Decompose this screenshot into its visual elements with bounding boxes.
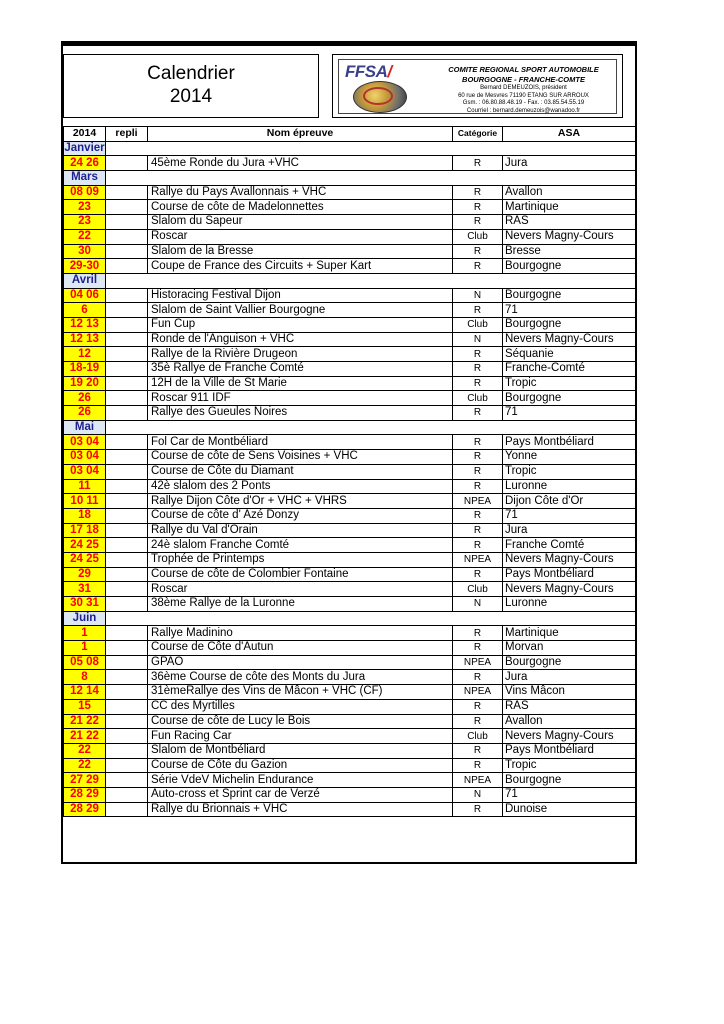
event-repli	[106, 450, 148, 465]
month-row-fill	[106, 273, 636, 288]
event-name: Course de côte d' Azé Donzy	[148, 508, 453, 523]
event-asa: Bourgogne	[503, 317, 636, 332]
event-name: 24è slalom Franche Comté	[148, 538, 453, 553]
org-email: Courriel : bernard.demeuzois@wanadoo.fr	[466, 107, 581, 114]
event-name: Coupe de France des Circuits + Super Kart	[148, 259, 453, 274]
event-row	[64, 200, 636, 215]
event-name: Rallye du Brionnais + VHC	[148, 802, 453, 817]
event-name: Ronde de l'Anguison + VHC	[148, 332, 453, 347]
event-repli	[106, 464, 148, 479]
event-asa: Martinique	[503, 626, 636, 641]
event-repli	[106, 758, 148, 773]
event-name: Rallye de la Rivière Drugeon	[148, 347, 453, 362]
event-row	[64, 288, 636, 303]
event-asa: Luronne	[503, 479, 636, 494]
event-date: 03 04	[64, 435, 106, 450]
event-category: R	[453, 464, 503, 479]
event-name: 36ème Course de côte des Monts du Jura	[148, 670, 453, 685]
event-row	[64, 787, 636, 802]
event-name: 31èmeRallye des Vins de Mâcon + VHC (CF)	[148, 685, 453, 700]
event-row	[64, 773, 636, 788]
event-row	[64, 685, 636, 700]
event-repli	[106, 479, 148, 494]
col-header-year: 2014	[64, 127, 106, 142]
event-date: 08 09	[64, 185, 106, 200]
event-repli	[106, 523, 148, 538]
event-category: R	[453, 714, 503, 729]
event-repli	[106, 229, 148, 244]
event-row	[64, 729, 636, 744]
event-row	[64, 758, 636, 773]
event-name: 38ème Rallye de la Luronne	[148, 597, 453, 612]
event-date: 31	[64, 582, 106, 597]
event-category: R	[453, 758, 503, 773]
event-name: Trophée de Printemps	[148, 552, 453, 567]
event-name: Rallye des Gueules Noires	[148, 406, 453, 421]
event-row	[64, 347, 636, 362]
event-category: N	[453, 332, 503, 347]
event-name: Fol Car de Montbéliard	[148, 435, 453, 450]
event-asa: 71	[503, 303, 636, 318]
month-row-fill	[106, 420, 636, 435]
organisation-info	[431, 65, 616, 115]
event-asa: Nevers Magny-Cours	[503, 552, 636, 567]
event-asa: Séquanie	[503, 347, 636, 362]
event-asa: Jura	[503, 523, 636, 538]
event-name: Fun Cup	[148, 317, 453, 332]
event-category: NPEA	[453, 552, 503, 567]
event-repli	[106, 552, 148, 567]
event-row	[64, 391, 636, 406]
event-category: R	[453, 435, 503, 450]
event-row	[64, 582, 636, 597]
event-row	[64, 450, 636, 465]
event-category: Club	[453, 391, 503, 406]
event-repli	[106, 641, 148, 656]
month-row	[64, 171, 636, 186]
event-category: R	[453, 641, 503, 656]
event-asa: Nevers Magny-Cours	[503, 229, 636, 244]
event-date: 30 31	[64, 597, 106, 612]
event-name: Course de côte de Madelonnettes	[148, 200, 453, 215]
event-row	[64, 538, 636, 553]
event-date: 17 18	[64, 523, 106, 538]
month-row	[64, 611, 636, 626]
event-repli	[106, 773, 148, 788]
event-row	[64, 494, 636, 509]
event-category: R	[453, 303, 503, 318]
month-row-fill	[106, 141, 636, 156]
event-date: 19 20	[64, 376, 106, 391]
month-row-fill	[106, 171, 636, 186]
event-date: 27 29	[64, 773, 106, 788]
event-date: 11	[64, 479, 106, 494]
event-asa: Bourgogne	[503, 773, 636, 788]
event-repli	[106, 670, 148, 685]
event-category: R	[453, 567, 503, 582]
event-row	[64, 229, 636, 244]
event-category: NPEA	[453, 685, 503, 700]
event-category: R	[453, 699, 503, 714]
event-category: R	[453, 523, 503, 538]
event-category: R	[453, 244, 503, 259]
event-repli	[106, 714, 148, 729]
event-date: 05 08	[64, 655, 106, 670]
event-date: 6	[64, 303, 106, 318]
event-category: R	[453, 670, 503, 685]
event-name: Roscar 911 IDF	[148, 391, 453, 406]
event-name: 42è slalom des 2 Ponts	[148, 479, 453, 494]
event-repli	[106, 244, 148, 259]
ffsa-logo-slash: /	[387, 62, 392, 81]
event-asa: Dunoise	[503, 802, 636, 817]
event-date: 04 06	[64, 288, 106, 303]
event-date: 23	[64, 200, 106, 215]
event-repli	[106, 391, 148, 406]
event-date: 21 22	[64, 729, 106, 744]
event-row	[64, 376, 636, 391]
title-box	[63, 54, 319, 118]
col-header-name: Nom épreuve	[148, 127, 453, 142]
event-asa: Yonne	[503, 450, 636, 465]
event-asa: Avallon	[503, 185, 636, 200]
ffsa-banner	[338, 59, 617, 114]
event-repli	[106, 332, 148, 347]
event-asa: Luronne	[503, 597, 636, 612]
event-row	[64, 802, 636, 817]
event-name: CC des Myrtilles	[148, 699, 453, 714]
event-repli	[106, 494, 148, 509]
header-logo-box	[332, 54, 623, 118]
event-category: NPEA	[453, 655, 503, 670]
event-name: Rallye Dijon Côte d'Or + VHC + VHRS	[148, 494, 453, 509]
event-name: Course de Côte du Gazion	[148, 758, 453, 773]
event-date: 8	[64, 670, 106, 685]
event-repli	[106, 303, 148, 318]
event-date: 29	[64, 567, 106, 582]
event-name: Slalom de Montbéliard	[148, 743, 453, 758]
event-category: R	[453, 362, 503, 377]
event-name: Série VdeV Michelin Endurance	[148, 773, 453, 788]
event-asa: Tropic	[503, 758, 636, 773]
event-row	[64, 523, 636, 538]
event-date: 18-19	[64, 362, 106, 377]
event-category: Club	[453, 582, 503, 597]
event-date: 1	[64, 626, 106, 641]
event-row	[64, 508, 636, 523]
event-asa: 71	[503, 406, 636, 421]
event-asa: Bourgogne	[503, 259, 636, 274]
table-header-row	[64, 127, 636, 142]
event-name: Slalom de la Bresse	[148, 244, 453, 259]
event-date: 15	[64, 699, 106, 714]
event-repli	[106, 435, 148, 450]
event-name: Course de Côte d'Autun	[148, 641, 453, 656]
event-row	[64, 303, 636, 318]
event-category: N	[453, 787, 503, 802]
event-asa: Pays Montbéliard	[503, 435, 636, 450]
emblem-ring-icon	[363, 87, 393, 105]
event-category: R	[453, 450, 503, 465]
event-date: 24 25	[64, 538, 106, 553]
event-category: R	[453, 259, 503, 274]
event-row	[64, 552, 636, 567]
event-asa: Morvan	[503, 641, 636, 656]
event-name: Fun Racing Car	[148, 729, 453, 744]
event-repli	[106, 317, 148, 332]
event-asa: RAS	[503, 215, 636, 230]
event-name: Roscar	[148, 229, 453, 244]
event-row	[64, 406, 636, 421]
event-name: Rallye du Val d'Orain	[148, 523, 453, 538]
event-name: 12H de la Ville de St Marie	[148, 376, 453, 391]
event-row	[64, 362, 636, 377]
event-date: 12 13	[64, 332, 106, 347]
event-category: R	[453, 185, 503, 200]
event-category: R	[453, 802, 503, 817]
event-asa: Dijon Côte d'Or	[503, 494, 636, 509]
event-category: R	[453, 538, 503, 553]
event-category: R	[453, 406, 503, 421]
event-name: Course de Côte du Diamant	[148, 464, 453, 479]
event-date: 28 29	[64, 802, 106, 817]
event-category: R	[453, 508, 503, 523]
ffsa-logo	[345, 62, 392, 82]
event-category: Club	[453, 729, 503, 744]
event-asa: Bourgogne	[503, 655, 636, 670]
event-row	[64, 156, 636, 171]
event-row	[64, 244, 636, 259]
event-repli	[106, 582, 148, 597]
event-row	[64, 215, 636, 230]
event-repli	[106, 347, 148, 362]
month-label: Avril	[64, 273, 106, 288]
event-row	[64, 464, 636, 479]
event-date: 1	[64, 641, 106, 656]
event-name: Roscar	[148, 582, 453, 597]
event-name: 35è Rallye de Franche Comté	[148, 362, 453, 377]
event-repli	[106, 200, 148, 215]
org-phone: Gsm. : 06.80.88.48.19 - Fax. : 03.85.54.55.19	[462, 100, 585, 106]
event-repli	[106, 156, 148, 171]
event-repli	[106, 259, 148, 274]
event-asa: Franche-Comté	[503, 362, 636, 377]
calendar-sheet	[61, 41, 637, 864]
event-date: 24 25	[64, 552, 106, 567]
event-asa: Bourgogne	[503, 391, 636, 406]
org-address: 60 rue de Mesvres 71190 ETANG SUR ARROUX	[458, 92, 589, 99]
event-row	[64, 597, 636, 612]
event-repli	[106, 406, 148, 421]
event-asa: Jura	[503, 156, 636, 171]
event-date: 23	[64, 215, 106, 230]
event-name: Slalom de Saint Vallier Bourgogne	[148, 303, 453, 318]
event-repli	[106, 185, 148, 200]
event-repli	[106, 699, 148, 714]
event-repli	[106, 802, 148, 817]
event-repli	[106, 567, 148, 582]
event-asa: Pays Montbéliard	[503, 567, 636, 582]
event-name: Rallye du Pays Avallonnais + VHC	[148, 185, 453, 200]
event-category: Club	[453, 317, 503, 332]
event-category: NPEA	[453, 773, 503, 788]
col-header-repli: repli	[106, 127, 148, 142]
event-date: 12 14	[64, 685, 106, 700]
event-category: R	[453, 156, 503, 171]
event-date: 26	[64, 406, 106, 421]
event-category: N	[453, 288, 503, 303]
event-asa: 71	[503, 787, 636, 802]
event-category: R	[453, 743, 503, 758]
event-category: Club	[453, 229, 503, 244]
event-asa: Franche Comté	[503, 538, 636, 553]
event-repli	[106, 626, 148, 641]
event-name: Course de côte de Colombier Fontaine	[148, 567, 453, 582]
event-date: 22	[64, 758, 106, 773]
event-date: 18	[64, 508, 106, 523]
event-row	[64, 670, 636, 685]
event-name: 45ème Ronde du Jura +VHC	[148, 156, 453, 171]
col-header-asa: ASA	[503, 127, 636, 142]
event-name: Slalom du Sapeur	[148, 215, 453, 230]
event-asa: Nevers Magny-Cours	[503, 582, 636, 597]
event-repli	[106, 655, 148, 670]
event-name: GPAO	[148, 655, 453, 670]
event-asa: Tropic	[503, 376, 636, 391]
org-region: BOURGOGNE - FRANCHE-COMTE	[462, 75, 585, 84]
event-asa: RAS	[503, 699, 636, 714]
event-row	[64, 332, 636, 347]
org-name: COMITE REGIONAL SPORT AUTOMOBILE	[448, 65, 599, 74]
calendar-body	[64, 141, 636, 817]
event-row	[64, 641, 636, 656]
event-category: R	[453, 376, 503, 391]
event-asa: Bresse	[503, 244, 636, 259]
event-asa: Tropic	[503, 464, 636, 479]
event-repli	[106, 215, 148, 230]
month-label: Mai	[64, 420, 106, 435]
event-asa: Vins Mâcon	[503, 685, 636, 700]
event-asa: Martinique	[503, 200, 636, 215]
event-calendar-table	[63, 126, 636, 817]
event-repli	[106, 685, 148, 700]
event-row	[64, 259, 636, 274]
event-date: 22	[64, 229, 106, 244]
event-date: 30	[64, 244, 106, 259]
event-date: 29-30	[64, 259, 106, 274]
event-row	[64, 714, 636, 729]
event-name: Auto-cross et Sprint car de Verzé	[148, 787, 453, 802]
event-date: 28 29	[64, 787, 106, 802]
org-president: Bernard DEMEUZOIS, président	[480, 85, 567, 91]
event-repli	[106, 362, 148, 377]
event-date: 21 22	[64, 714, 106, 729]
event-repli	[106, 787, 148, 802]
event-row	[64, 699, 636, 714]
event-row	[64, 655, 636, 670]
event-name: Historacing Festival Dijon	[148, 288, 453, 303]
event-asa: Bourgogne	[503, 288, 636, 303]
event-row	[64, 743, 636, 758]
month-row	[64, 141, 636, 156]
event-category: R	[453, 347, 503, 362]
col-header-category: Catégorie	[453, 127, 503, 142]
event-name: Rallye Madinino	[148, 626, 453, 641]
event-category: N	[453, 597, 503, 612]
event-name: Course de côte de Sens Voisines + VHC	[148, 450, 453, 465]
event-date: 12 13	[64, 317, 106, 332]
event-category: NPEA	[453, 494, 503, 509]
month-row-fill	[106, 611, 636, 626]
event-date: 03 04	[64, 450, 106, 465]
event-date: 12	[64, 347, 106, 362]
event-asa: Nevers Magny-Cours	[503, 332, 636, 347]
event-date: 03 04	[64, 464, 106, 479]
event-row	[64, 567, 636, 582]
event-repli	[106, 538, 148, 553]
page-title: Calendrier	[147, 63, 235, 84]
event-row	[64, 435, 636, 450]
event-repli	[106, 597, 148, 612]
top-border	[63, 43, 635, 46]
event-category: R	[453, 215, 503, 230]
event-repli	[106, 743, 148, 758]
month-label: Janvier	[64, 142, 105, 155]
month-label: Juin	[64, 611, 106, 626]
event-repli	[106, 288, 148, 303]
month-label: Mars	[64, 171, 106, 186]
event-asa: Jura	[503, 670, 636, 685]
event-date: 26	[64, 391, 106, 406]
event-asa: 71	[503, 508, 636, 523]
month-row	[64, 420, 636, 435]
event-row	[64, 185, 636, 200]
event-asa: Avallon	[503, 714, 636, 729]
event-category: R	[453, 200, 503, 215]
event-row	[64, 479, 636, 494]
event-date: 22	[64, 743, 106, 758]
event-name: Course de côte de Lucy le Bois	[148, 714, 453, 729]
event-date: 10 11	[64, 494, 106, 509]
month-row	[64, 273, 636, 288]
event-repli	[106, 729, 148, 744]
event-repli	[106, 508, 148, 523]
event-row	[64, 317, 636, 332]
event-category: R	[453, 626, 503, 641]
event-date: 24 26	[64, 156, 106, 171]
ffsa-logo-text: FFSA	[345, 62, 388, 81]
event-asa: Pays Montbéliard	[503, 743, 636, 758]
page-year: 2014	[169, 86, 213, 107]
event-category: R	[453, 479, 503, 494]
event-asa: Nevers Magny-Cours	[503, 729, 636, 744]
event-repli	[106, 376, 148, 391]
event-row	[64, 626, 636, 641]
